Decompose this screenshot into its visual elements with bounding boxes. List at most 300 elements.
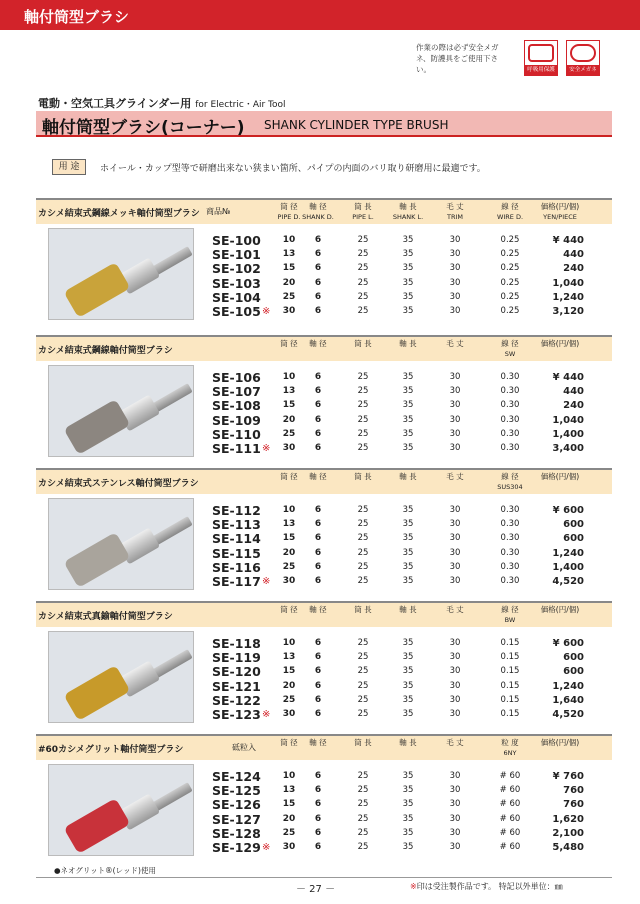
- product-block: [36, 198, 612, 330]
- product-code: SE-109: [212, 412, 261, 428]
- column-header-jp: 価格(円/個): [540, 472, 580, 481]
- cell-trim: 30: [449, 547, 461, 558]
- column-header: [388, 202, 428, 222]
- cell-pipe-d: 13: [282, 652, 296, 663]
- column-header-en: 6NY: [503, 749, 517, 757]
- cell-wire: 0.15: [500, 680, 520, 691]
- cell-shank-d: 6: [314, 291, 322, 302]
- cell-price: 1,640: [552, 694, 584, 706]
- cell-pipe-d: 15: [282, 400, 296, 411]
- cell-shank-l: 35: [402, 785, 414, 796]
- footer-note-text: 印は受注製作品です。 特記以外単位：㎜: [416, 882, 563, 891]
- cell-wire: 0.25: [500, 306, 520, 316]
- cell-pipe-d: 20: [282, 277, 296, 288]
- cell-price: 600: [563, 666, 584, 678]
- product-code: SE-121: [212, 678, 261, 694]
- product-code: SE-110: [212, 426, 261, 442]
- column-header-jp: 価格(円/個): [540, 202, 580, 211]
- cell-pipe-d: 10: [282, 771, 296, 781]
- main-title-jp: 軸付筒型ブラシ(コーナー): [42, 118, 245, 138]
- block-name: #60カシメグリット軸付筒型ブラシ: [38, 745, 184, 755]
- column-header: [530, 202, 590, 222]
- cell-wire: # 60: [499, 813, 521, 824]
- column-header: [343, 339, 383, 349]
- cell-shank-l: 35: [402, 306, 414, 316]
- cell-pipe-l: 25: [357, 249, 369, 260]
- product-block: [36, 335, 612, 467]
- column-header: [530, 339, 590, 349]
- cell-trim: 30: [449, 666, 461, 677]
- cell-pipe-l: 25: [357, 443, 369, 453]
- product-code: SE-126: [212, 797, 261, 813]
- cell-shank-l: 35: [402, 827, 414, 838]
- column-header: [298, 202, 338, 222]
- cell-shank-d: 6: [314, 666, 322, 677]
- cell-pipe-l: 25: [357, 785, 369, 796]
- cell-pipe-d: 10: [282, 372, 296, 382]
- cell-shank-l: 35: [402, 813, 414, 824]
- column-header-jp: 軸 径: [309, 738, 327, 747]
- cell-pipe-l: 25: [357, 680, 369, 691]
- column-header-jp: 筒 長: [354, 202, 372, 211]
- safety-glasses-label: 安全メガネ: [567, 65, 599, 75]
- cell-pipe-l: 25: [357, 709, 369, 719]
- cell-trim: 30: [449, 306, 461, 316]
- cell-shank-l: 35: [402, 709, 414, 719]
- column-header: [343, 605, 383, 615]
- table-row: [36, 305, 612, 318]
- column-header-jp: 毛 丈: [446, 202, 464, 211]
- cell-pipe-l: 25: [357, 277, 369, 288]
- product-code: SE-128: [212, 825, 261, 841]
- column-header-jp: 軸 径: [309, 605, 327, 614]
- cell-shank-d: 6: [314, 771, 322, 781]
- column-header: [530, 605, 590, 615]
- cell-shank-d: 6: [314, 277, 322, 288]
- table-row: [36, 277, 612, 290]
- table-row: [36, 637, 612, 650]
- cell-pipe-l: 25: [357, 372, 369, 382]
- cell-pipe-d: 15: [282, 263, 296, 274]
- cell-shank-d: 6: [314, 799, 322, 810]
- product-block: [36, 601, 612, 733]
- column-header-jp: 筒 径: [280, 339, 298, 348]
- cell-shank-l: 35: [402, 235, 414, 245]
- cell-wire: 0.25: [500, 291, 520, 302]
- cell-price: 440: [563, 249, 584, 261]
- cell-pipe-d: 30: [282, 709, 296, 719]
- cell-pipe-d: 25: [282, 428, 296, 439]
- cell-price: 3,400: [552, 443, 584, 454]
- made-to-order-mark: ※: [262, 306, 271, 317]
- column-header-en: SUS304: [497, 483, 523, 491]
- product-code: SE-100: [212, 233, 261, 248]
- cell-pipe-l: 25: [357, 638, 369, 648]
- table-row: [36, 575, 612, 588]
- cell-shank-l: 35: [402, 428, 414, 439]
- cell-pipe-d: 13: [282, 519, 296, 530]
- cell-trim: 30: [449, 235, 461, 245]
- column-header-jp: 軸 径: [309, 339, 327, 348]
- column-header: [435, 339, 475, 349]
- cell-pipe-l: 25: [357, 533, 369, 544]
- cell-pipe-d: 25: [282, 291, 296, 302]
- made-to-order-mark: ※: [262, 709, 271, 720]
- cell-pipe-d: 15: [282, 533, 296, 544]
- cell-pipe-l: 25: [357, 306, 369, 316]
- footer-star: ※: [410, 882, 417, 891]
- product-code: SE-106: [212, 370, 261, 385]
- cell-shank-l: 35: [402, 372, 414, 382]
- column-header-jp: 毛 丈: [446, 472, 464, 481]
- cell-wire: 0.30: [500, 428, 520, 439]
- usage-tag: 用 途: [52, 159, 86, 175]
- cell-shank-d: 6: [314, 533, 322, 544]
- cell-wire: 0.30: [500, 443, 520, 453]
- cell-wire: # 60: [499, 842, 521, 852]
- column-header-jp: 価格(円/個): [540, 738, 580, 747]
- cell-price: 4,520: [552, 576, 584, 587]
- column-header-jp: 価格(円/個): [540, 605, 580, 614]
- table-row: [36, 234, 612, 247]
- cell-trim: 30: [449, 263, 461, 274]
- column-header: [388, 738, 428, 748]
- cell-pipe-l: 25: [357, 799, 369, 810]
- cell-price: 3,120: [552, 306, 584, 317]
- section-label-en: for Electric・Air Tool: [195, 100, 286, 110]
- cell-shank-d: 6: [314, 414, 322, 425]
- cell-price: ¥ 440: [552, 235, 584, 246]
- cell-trim: 30: [449, 414, 461, 425]
- column-header-en: SHANK D.: [302, 213, 334, 221]
- cell-pipe-d: 25: [282, 827, 296, 838]
- cell-pipe-l: 25: [357, 576, 369, 586]
- cell-shank-d: 6: [314, 372, 322, 382]
- table-row: [36, 399, 612, 412]
- made-to-order-mark: ※: [262, 443, 271, 454]
- cell-wire: 0.25: [500, 235, 520, 245]
- cell-wire: 0.25: [500, 249, 520, 260]
- product-code: SE-107: [212, 384, 261, 400]
- cell-trim: 30: [449, 771, 461, 781]
- product-code: SE-125: [212, 783, 261, 799]
- cell-pipe-l: 25: [357, 561, 369, 572]
- cell-shank-l: 35: [402, 771, 414, 781]
- page-number: － 27 －: [296, 884, 336, 895]
- column-header-en: TRIM: [446, 213, 463, 221]
- table-row: [36, 708, 612, 721]
- table-row: [36, 371, 612, 384]
- product-code: SE-117: [212, 574, 261, 589]
- cell-pipe-l: 25: [357, 519, 369, 530]
- column-header-en: SHANK L.: [392, 213, 424, 221]
- cell-shank-d: 6: [314, 443, 322, 453]
- cell-price: 760: [563, 799, 584, 811]
- cell-shank-d: 6: [314, 400, 322, 411]
- cell-shank-d: 6: [314, 386, 322, 397]
- cell-trim: 30: [449, 561, 461, 572]
- cell-pipe-l: 25: [357, 771, 369, 781]
- grit-note: ●ネオグリット®(レッド)使用: [54, 866, 156, 875]
- cell-shank-d: 6: [314, 576, 322, 586]
- column-header-jp: 毛 丈: [446, 738, 464, 747]
- cell-wire: 0.25: [500, 263, 520, 274]
- cell-price: 5,480: [552, 842, 584, 853]
- main-title-en: SHANK CYLINDER TYPE BRUSH: [264, 118, 449, 132]
- cell-pipe-l: 25: [357, 813, 369, 824]
- cell-wire: 0.30: [500, 576, 520, 586]
- column-header-jp: 筒 径: [280, 472, 298, 481]
- block-header: [36, 335, 612, 361]
- product-code: SE-104: [212, 289, 261, 305]
- cell-shank-d: 6: [314, 519, 322, 530]
- cell-price: 240: [563, 263, 584, 275]
- safety-glasses-icon: [566, 40, 600, 76]
- column-header-jp: 毛 丈: [446, 339, 464, 348]
- column-header-jp: 軸 長: [399, 339, 417, 348]
- column-header-jp: 線 径: [501, 605, 519, 614]
- column-header: [388, 605, 428, 615]
- column-header-jp: 軸 長: [399, 605, 417, 614]
- cell-price: 1,400: [552, 561, 584, 573]
- product-code: SE-108: [212, 398, 261, 414]
- safety-notice: 作業の際は必ず安全メガネ、防護具をご使用下さい。: [416, 43, 499, 74]
- table-row: [36, 414, 612, 427]
- column-header: [435, 738, 475, 748]
- column-header: [388, 339, 428, 349]
- block-name: カシメ結束式真鍮軸付筒型ブラシ: [38, 612, 173, 622]
- cell-price: 1,040: [552, 277, 584, 289]
- cell-shank-l: 35: [402, 249, 414, 260]
- cell-wire: 0.15: [500, 638, 520, 648]
- cell-pipe-d: 25: [282, 694, 296, 705]
- cell-shank-d: 6: [314, 235, 322, 245]
- product-code: SE-111: [212, 441, 261, 456]
- cell-pipe-d: 30: [282, 842, 296, 852]
- column-header-jp: 線 径: [501, 339, 519, 348]
- table-row: [36, 784, 612, 797]
- cell-shank-d: 6: [314, 785, 322, 796]
- cell-pipe-l: 25: [357, 694, 369, 705]
- face-shield-icon: [524, 40, 558, 83]
- cell-shank-d: 6: [314, 547, 322, 558]
- cell-pipe-d: 20: [282, 680, 296, 691]
- cell-price: 1,400: [552, 428, 584, 440]
- column-header-en: PIPE D.: [277, 213, 301, 221]
- cell-trim: 30: [449, 372, 461, 382]
- cell-pipe-d: 10: [282, 638, 296, 648]
- table-row: [36, 518, 612, 531]
- cell-shank-l: 35: [402, 263, 414, 274]
- product-code: SE-103: [212, 275, 261, 291]
- cell-shank-d: 6: [314, 306, 322, 316]
- column-header-jp: 毛 丈: [446, 605, 464, 614]
- column-header-jp: 軸 長: [399, 738, 417, 747]
- column-header: [490, 605, 530, 625]
- column-header-en: SW: [504, 350, 516, 358]
- column-header: [490, 202, 530, 222]
- cell-trim: 30: [449, 505, 461, 515]
- table-row: [36, 428, 612, 441]
- cell-pipe-d: 15: [282, 799, 296, 810]
- table-row: [36, 798, 612, 811]
- cell-shank-l: 35: [402, 842, 414, 852]
- cell-shank-d: 6: [314, 263, 322, 274]
- usage-text: ホイール・カップ型等で研磨出来ない狭まい箇所、パイプの内面のバリ取り研磨用に最適です。: [100, 164, 486, 174]
- cell-trim: 30: [449, 785, 461, 796]
- section-label-jp: 電動・空気工具グラインダー用: [38, 97, 192, 110]
- product-code: SE-119: [212, 650, 261, 666]
- cell-trim: 30: [449, 533, 461, 544]
- cell-pipe-d: 13: [282, 249, 296, 260]
- cell-trim: 30: [449, 680, 461, 691]
- block-extra-label: 商品№: [206, 207, 231, 216]
- face-shield-glyph: [528, 44, 554, 62]
- cell-pipe-l: 25: [357, 291, 369, 302]
- column-header-jp: 軸 径: [309, 202, 327, 211]
- block-name: カシメ結束式鋼線軸付筒型ブラシ: [38, 346, 173, 356]
- cell-wire: 0.30: [500, 519, 520, 530]
- column-header: [343, 738, 383, 748]
- table-row: [36, 841, 612, 854]
- product-code: SE-127: [212, 811, 261, 827]
- cell-price: 4,520: [552, 709, 584, 720]
- cell-trim: 30: [449, 842, 461, 852]
- column-header-jp: 筒 径: [280, 605, 298, 614]
- column-header: [298, 472, 338, 482]
- cell-shank-l: 35: [402, 400, 414, 411]
- product-code: SE-114: [212, 531, 261, 547]
- cell-trim: 30: [449, 249, 461, 260]
- cell-pipe-d: 20: [282, 414, 296, 425]
- cell-price: ¥ 760: [552, 771, 584, 782]
- cell-price: 2,100: [552, 827, 584, 839]
- cell-wire: 0.15: [500, 694, 520, 705]
- cell-pipe-l: 25: [357, 827, 369, 838]
- column-header-jp: 筒 長: [354, 605, 372, 614]
- column-header-jp: 軸 長: [399, 202, 417, 211]
- block-header: [36, 734, 612, 760]
- cell-shank-d: 6: [314, 561, 322, 572]
- cell-shank-l: 35: [402, 638, 414, 648]
- cell-pipe-l: 25: [357, 400, 369, 411]
- cell-shank-d: 6: [314, 827, 322, 838]
- product-code: SE-116: [212, 559, 261, 575]
- cell-pipe-l: 25: [357, 386, 369, 397]
- column-header: [530, 738, 590, 748]
- table-row: [36, 504, 612, 517]
- cell-wire: 0.15: [500, 652, 520, 663]
- block-name: カシメ結束式ステンレス軸付筒型ブラシ: [38, 479, 199, 489]
- column-header: [298, 738, 338, 748]
- cell-shank-l: 35: [402, 694, 414, 705]
- cell-shank-l: 35: [402, 680, 414, 691]
- cell-trim: 30: [449, 386, 461, 397]
- cell-price: ¥ 440: [552, 372, 584, 383]
- column-header-jp: 線 径: [501, 472, 519, 481]
- cell-wire: 0.30: [500, 561, 520, 572]
- cell-wire: # 60: [499, 785, 521, 796]
- cell-shank-l: 35: [402, 277, 414, 288]
- cell-price: ¥ 600: [552, 638, 584, 649]
- cell-wire: 0.30: [500, 400, 520, 411]
- cell-trim: 30: [449, 291, 461, 302]
- cell-price: 1,240: [552, 680, 584, 692]
- column-header-en: PIPE L.: [352, 213, 374, 221]
- block-name: カシメ結束式鋼線メッキ軸付筒型ブラシ: [38, 209, 200, 219]
- face-shield-label: 呼吸用保護具: [525, 65, 557, 75]
- cell-wire: 0.25: [500, 277, 520, 288]
- column-header: [343, 202, 383, 222]
- column-header-jp: 線 径: [501, 202, 519, 211]
- cell-price: ¥ 600: [552, 505, 584, 516]
- cell-pipe-d: 15: [282, 666, 296, 677]
- cell-pipe-d: 30: [282, 443, 296, 453]
- cell-shank-d: 6: [314, 842, 322, 852]
- cell-pipe-l: 25: [357, 842, 369, 852]
- table-row: [36, 547, 612, 560]
- cell-wire: 0.30: [500, 505, 520, 515]
- product-code: SE-124: [212, 769, 261, 784]
- column-header: [490, 472, 530, 492]
- cell-pipe-d: 10: [282, 505, 296, 515]
- product-code: SE-115: [212, 545, 261, 561]
- column-header: [298, 605, 338, 615]
- column-header-jp: 粒 度: [501, 738, 519, 747]
- cell-wire: # 60: [499, 799, 521, 810]
- product-code: SE-122: [212, 692, 261, 708]
- table-row: [36, 680, 612, 693]
- cell-price: 1,240: [552, 547, 584, 559]
- cell-price: 600: [563, 519, 584, 531]
- cell-shank-l: 35: [402, 547, 414, 558]
- cell-shank-d: 6: [314, 249, 322, 260]
- product-block: [36, 468, 612, 600]
- column-header-jp: 軸 径: [309, 472, 327, 481]
- column-header: [343, 472, 383, 482]
- cell-shank-d: 6: [314, 652, 322, 663]
- cell-trim: 30: [449, 400, 461, 411]
- cell-shank-d: 6: [314, 428, 322, 439]
- cell-pipe-l: 25: [357, 652, 369, 663]
- section-label: [38, 95, 286, 111]
- header-title: 軸付筒型ブラシ: [24, 8, 130, 26]
- table-row: [36, 291, 612, 304]
- cell-pipe-d: 13: [282, 785, 296, 796]
- cell-shank-l: 35: [402, 519, 414, 530]
- top-header-bar: [0, 0, 640, 30]
- product-code: SE-102: [212, 261, 261, 277]
- cell-pipe-d: 25: [282, 561, 296, 572]
- column-header-en: YEN/PIECE: [543, 213, 577, 221]
- cell-trim: 30: [449, 694, 461, 705]
- cell-shank-l: 35: [402, 533, 414, 544]
- main-title-bar: [36, 111, 612, 137]
- column-header: [530, 472, 590, 482]
- cell-price: 440: [563, 386, 584, 398]
- column-header-jp: 筒 長: [354, 339, 372, 348]
- cell-trim: 30: [449, 827, 461, 838]
- column-header: [435, 202, 475, 222]
- product-block: [36, 734, 612, 866]
- cell-price: 1,240: [552, 291, 584, 303]
- cell-shank-l: 35: [402, 414, 414, 425]
- column-header-en: BW: [504, 616, 516, 624]
- column-header: [490, 339, 530, 359]
- product-code: SE-123: [212, 707, 261, 722]
- cell-pipe-l: 25: [357, 235, 369, 245]
- cell-shank-l: 35: [402, 386, 414, 397]
